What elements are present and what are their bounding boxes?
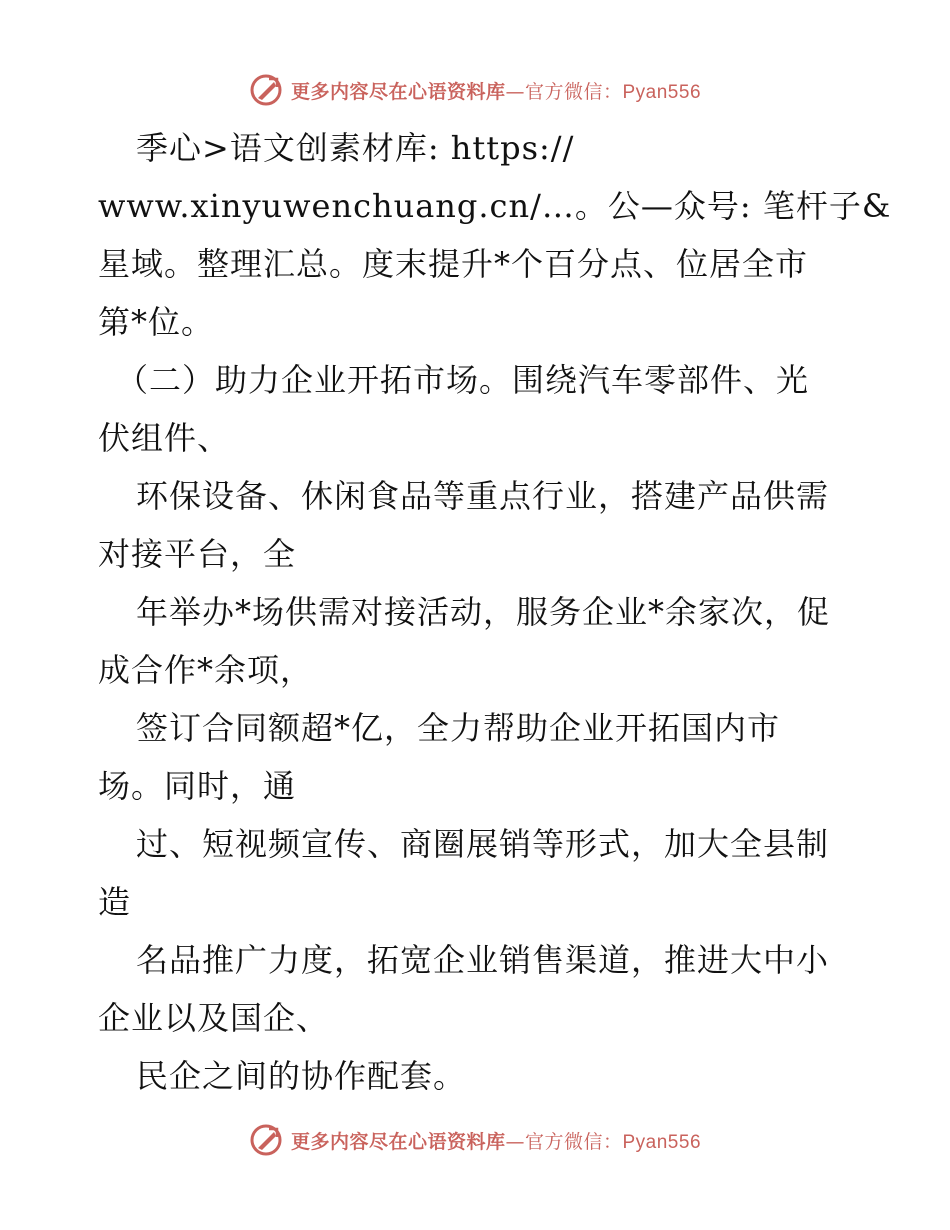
body-line: www.xinyuwenchuang.cn/…。公—众号: 笔杆子& — [98, 187, 892, 225]
body-line: 季心>语文创素材库: https:// — [136, 129, 575, 167]
watermark-dash: — — [505, 80, 525, 103]
header-watermark — [0, 70, 950, 110]
body-line: 第*位。 — [98, 303, 215, 341]
body-line: 企业以及国企、 — [98, 999, 330, 1037]
watermark-text — [291, 77, 701, 104]
body-line: 环保设备、休闲食品等重点行业，搭建产品供需 — [136, 477, 830, 515]
body-line: 民企之间的协作配套。 — [136, 1057, 467, 1095]
watermark-sub: 官方微信： — [524, 1130, 623, 1153]
body-line: 签订合同额超*亿，全力帮助企业开拓国内市 — [136, 709, 781, 747]
body-line: 对接平台，全 — [98, 535, 297, 573]
watermark-text — [291, 1127, 701, 1154]
watermark-main: 更多内容尽在心语资料库 — [290, 80, 506, 103]
body-line: 星域。整理汇总。度末提升*个百分点、位居全市 — [98, 245, 809, 283]
quill-logo-icon — [249, 73, 283, 107]
body-line: 场。同时，通 — [98, 767, 297, 805]
watermark-id: Pyan556 — [622, 1131, 702, 1153]
body-line: 年举办*场供需对接活动，服务企业*余家次，促 — [136, 593, 831, 631]
body-line: 成合作*余项， — [98, 651, 314, 689]
watermark-sub: 官方微信： — [524, 80, 623, 103]
footer-watermark — [0, 1120, 950, 1160]
body-line: 名品推广力度，拓宽企业销售渠道，推进大中小 — [136, 941, 830, 979]
body-line: （二）助力企业开拓市场。围绕汽车零部件、光 — [116, 361, 810, 399]
watermark-dash: — — [505, 1130, 525, 1153]
watermark-main: 更多内容尽在心语资料库 — [290, 1130, 506, 1153]
watermark-id: Pyan556 — [622, 81, 702, 103]
quill-logo-icon — [249, 1123, 283, 1157]
body-line: 伏组件、 — [98, 419, 231, 457]
body-line: 过、短视频宣传、商圈展销等形式，加大全县制 — [136, 825, 830, 863]
body-line: 造 — [98, 883, 132, 921]
